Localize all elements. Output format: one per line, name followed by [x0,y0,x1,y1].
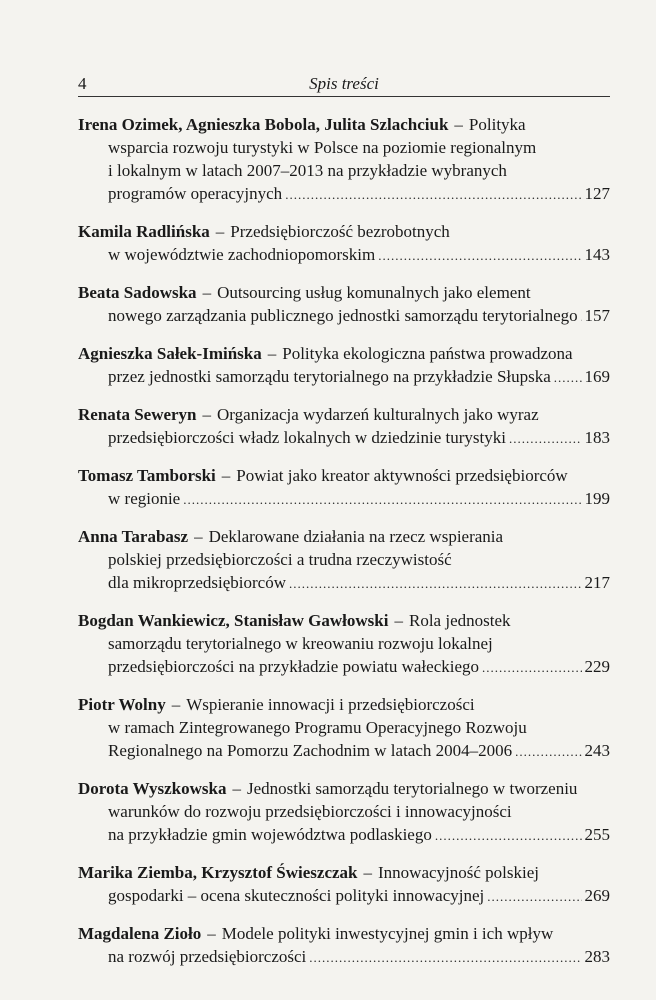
toc-entry-line [78,693,610,716]
toc-entry [78,922,610,969]
dot-leader [581,305,582,328]
page-header [78,74,610,97]
dash-separator: – [232,779,241,798]
dash-separator: – [394,611,403,630]
toc-entry-line [78,884,610,908]
dot-leader [285,183,581,206]
toc-entry-title: Organizacja wydarzeń kulturalnych jako wyraz [217,405,539,424]
toc-entry-title: polskiej przedsiębiorczości a trudna rzeczywistość [108,550,452,569]
toc-entry-authors: Renata Seweryn [78,405,197,424]
toc-entry-title: gospodarki – ocena skuteczności polityki innowacyjnej [108,886,485,905]
toc-entry [78,693,610,763]
toc-entry-line [78,365,610,389]
toc-entry-title: na przykładzie gmin województwa podlaskiego [108,825,432,844]
toc-entry-title: w województwie zachodniopomorskim [108,245,376,264]
toc-entry-authors: Marika Ziemba, Krzysztof Świeszczak [78,863,358,882]
toc-entry-page-number: 243 [584,741,610,760]
toc-entry-title: Deklarowane działania na rzecz wspierania [208,527,504,546]
toc-entry [78,464,610,511]
toc-entry-line [78,800,610,823]
dot-leader [435,824,582,847]
toc-entry [78,342,610,389]
toc-entry-authors: Magdalena Zioło [78,924,202,943]
toc-entry [78,609,610,679]
toc-entry-page-number: 157 [584,306,610,325]
dash-separator: – [363,863,372,882]
toc-entry-title: Jednostki samorządu terytorialnego w tworzeniu [246,779,578,798]
toc-entry-title: samorządu terytorialnego w kreowaniu rozwoju lokalnej [108,634,493,653]
toc-entry-line [78,945,610,969]
toc-entry-page-number: 199 [584,489,610,508]
toc-entry-line [78,739,610,763]
dash-separator: – [454,115,463,134]
toc-entry-line [78,861,610,884]
page-number: 4 [78,74,87,93]
toc-entry-line [78,464,610,487]
toc-entry-title: przedsiębiorczości na przykładzie powiatu wałeckiego [108,657,480,676]
dash-separator: – [171,695,181,714]
toc-entry-title: programów operacyjnych [108,184,283,203]
toc-entry-authors: Irena Ozimek, Agnieszka Bobola, Julita Szlachciuk [78,115,449,134]
toc-entry-title: Regionalnego na Pomorzu Zachodnim w latach 2004–2006 [108,741,513,760]
toc-entry-line [78,716,610,739]
toc-entry-line [78,632,610,655]
toc-entry-title: dla mikroprzedsiębiorców [108,573,286,592]
toc-entry-title: Przedsiębiorczość bezrobotnych [230,222,450,241]
toc-entry-line [78,426,610,450]
toc-entry-page-number: 183 [584,428,610,447]
toc-entry-page-number: 283 [584,947,610,966]
toc-entry-line [78,823,610,847]
toc-entry-title: Wspieranie innowacji i przedsiębiorczości [186,695,475,714]
dash-separator: – [215,222,225,241]
dot-leader [289,572,582,595]
toc-entry-page-number: 143 [584,245,610,264]
toc-entry-page-number: 229 [584,657,610,676]
toc-entry-title: Rola jednostek [408,611,511,630]
toc-entry [78,220,610,267]
toc-entry-line [78,548,610,571]
toc-entry-line [78,113,610,136]
toc-entry-line [78,243,610,267]
toc-entry-page-number: 217 [584,573,610,592]
toc-entry-line [78,136,610,159]
dot-leader [487,885,581,908]
dash-separator: – [202,283,212,302]
toc-entry-line [78,571,610,595]
toc-entry-title: Polityka ekologiczna państwa prowadzona [282,344,573,363]
toc-entry-line [78,487,610,511]
toc-entry-authors: Beata Sadowska [78,283,197,302]
toc-entry-title: w ramach Zintegrowanego Programu Operacyjnego Rozwoju [108,718,527,737]
toc-entry [78,281,610,328]
table-of-contents [78,113,610,983]
toc-entry-line [78,281,610,304]
toc-entry-page-number: 255 [584,825,610,844]
toc-entry-authors: Kamila Radlińska [78,222,210,241]
toc-entry-authors: Agnieszka Sałek-Imińska [78,344,262,363]
toc-entry-line [78,403,610,426]
dot-leader [515,740,581,763]
toc-entry [78,525,610,595]
toc-entry-line [78,525,610,548]
dash-separator: – [194,527,203,546]
dash-separator: – [221,466,231,485]
toc-entry [78,113,610,206]
dot-leader [183,488,581,511]
toc-entry-line [78,777,610,800]
toc-entry-title: nowego zarządzania publicznego jednostki samorządu terytorialnego [108,306,578,325]
dot-leader [509,427,582,450]
dot-leader [554,366,582,389]
toc-entry-line [78,922,610,945]
toc-entry-title: i lokalnym w latach 2007–2013 na przykładzie wybranych [108,161,507,180]
toc-entry-title: Polityka [468,115,526,134]
toc-entry-line [78,655,610,679]
toc-entry-title: Modele polityki inwestycyjnej gmin i ich wpływ [221,924,554,943]
toc-entry-line [78,609,610,632]
toc-entry-authors: Dorota Wyszkowska [78,779,227,798]
toc-entry-line [78,342,610,365]
toc-entry-page-number: 269 [584,886,610,905]
toc-entry-page-number: 127 [584,184,610,203]
toc-entry [78,861,610,908]
toc-entry-authors: Piotr Wolny [78,695,166,714]
toc-entry-authors: Tomasz Tamborski [78,466,216,485]
toc-entry-page-number: 169 [584,367,610,386]
dot-leader [378,244,581,267]
toc-entry [78,403,610,450]
toc-entry-title: wsparcia rozwoju turystyki w Polsce na poziomie regionalnym [108,138,537,157]
toc-entry-title: przez jednostki samorządu terytorialnego na przykładzie Słupska [108,367,551,386]
toc-entry [78,777,610,847]
toc-entry-title: Innowacyjność polskiej [378,863,539,882]
toc-entry-line [78,182,610,206]
dot-leader [309,946,581,969]
toc-entry-title: Powiat jako kreator aktywności przedsiębiorców [236,466,568,485]
toc-entry-line [78,220,610,243]
toc-entry-authors: Bogdan Wankiewicz, Stanisław Gawłowski [78,611,389,630]
dot-leader [482,656,581,679]
toc-entry-line [78,304,610,328]
dash-separator: – [267,344,277,363]
running-title: Spis treści [309,74,379,93]
toc-entry-authors: Anna Tarabasz [78,527,189,546]
toc-entry-title: warunków do rozwoju przedsiębiorczości i innowacyjności [108,802,512,821]
dash-separator: – [202,405,212,424]
toc-entry-title: przedsiębiorczości władz lokalnych w dziedzinie turystyki [108,428,506,447]
toc-entry-line [78,159,610,182]
dash-separator: – [207,924,216,943]
toc-entry-title: na rozwój przedsiębiorczości [108,947,307,966]
toc-entry-title: Outsourcing usług komunalnych jako element [217,283,531,302]
toc-entry-title: w regionie [108,489,181,508]
